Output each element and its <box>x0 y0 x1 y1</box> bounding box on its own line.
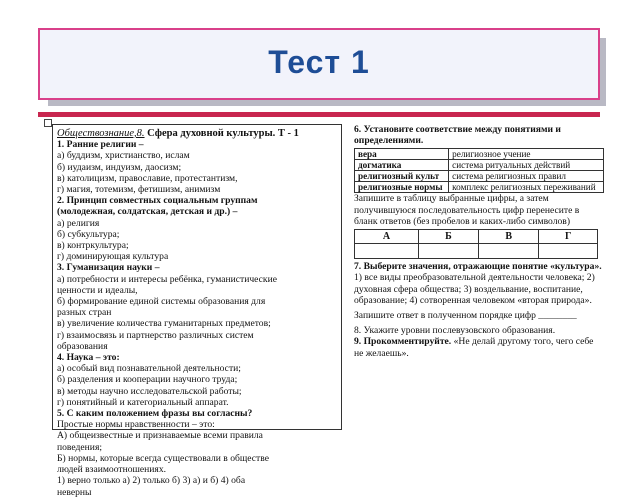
left-header <box>57 128 337 139</box>
title-divider <box>38 112 600 117</box>
match-definition: система ритуальных действий <box>449 160 604 171</box>
question-line: в) увеличение количества гуманитарных предметов; <box>57 318 271 330</box>
answer-header: В <box>479 230 539 244</box>
question-line: г) взаимосвязь и партнерство различных систем <box>57 329 254 341</box>
answer-table <box>354 229 598 259</box>
question-line: г) доминирующая культура <box>57 251 169 263</box>
question-list <box>57 139 337 498</box>
match-row <box>355 171 604 182</box>
question-line: ценности и идеалы, <box>57 284 138 296</box>
question-line: в) методы научно исследовательской работы; <box>57 385 242 397</box>
question-line: 4. Наука – это: <box>57 352 120 364</box>
question-line: б) разделения и кооперации научного труда; <box>57 374 238 386</box>
subject-label: Обществознание,8. <box>57 128 145 139</box>
question-line: Простые нормы нравственности – это: <box>57 419 215 431</box>
answer-cell[interactable] <box>355 244 419 259</box>
answer-header: Б <box>418 230 478 244</box>
match-definition: комплекс религиозных переживаний <box>449 182 604 193</box>
question-line: образования <box>57 340 108 352</box>
question-line: б) иудаизм, индуизм, даосизм; <box>57 161 182 173</box>
title-box <box>38 28 600 100</box>
question-line: а) буддизм, христианство, ислам <box>57 150 190 162</box>
question-line: людей взаимоотношениях. <box>57 464 167 476</box>
question-line: а) потребности и интересы ребёнка, гуманистические <box>57 273 277 285</box>
question-line: неверны <box>57 486 92 498</box>
match-term: вера <box>355 149 449 160</box>
question-line: в) контркультура; <box>57 240 129 252</box>
question-line: а) особый вид познавательной деятельности; <box>57 363 241 375</box>
test-left-column <box>52 124 342 498</box>
question-line: а) религия <box>57 217 100 229</box>
question-7-title: 7. Выберите значения, отражающие понятие «культура». <box>354 261 602 273</box>
question-7-answer: Запишите ответ в полученном порядке цифр ________ <box>354 310 577 322</box>
match-definition: религиозное учение <box>449 149 604 160</box>
match-term: догматика <box>355 160 449 171</box>
question-line: поведения; <box>57 441 103 453</box>
question-line: г) магия, тотемизм, фетишизм, анимизм <box>57 184 221 196</box>
match-definition: система религиозных правил <box>449 171 604 182</box>
question-8: 8. Укажите уровни послевузовского образования. <box>354 325 556 337</box>
match-row <box>355 149 604 160</box>
question-line: б) формирование единой системы образования для <box>57 296 266 308</box>
question-line: в) католицизм, православие, протестантизм, <box>57 172 238 184</box>
question-line: г) понятийный и категориальный аппарат. <box>57 396 229 408</box>
question-9-label: 9. Прокомментируйте. <box>354 336 452 348</box>
question-7-text: 1) все виды преобразовательной деятельности человека; 2) духовная сфера общества; 3) воздельвание, воспитание, образование; 4) сотворенная человеком «вторая природа». <box>354 272 595 306</box>
question-line: разных стран <box>57 307 112 319</box>
slide-title: Тест 1 <box>268 44 370 80</box>
question-line: 2. Принцип совместных социальным группам <box>57 195 258 207</box>
question-line: 5. С каким положением фразы вы согласны? <box>57 408 253 420</box>
question-6-instruction: Запишите в таблицу выбранные цифры, а затем получившуюся последовательность цифр перенесите в бланк ответов (без пробелов и каких-либо символов) <box>354 193 580 227</box>
test-right-column <box>354 124 604 430</box>
question-line: б) субкультура; <box>57 228 120 240</box>
question-line: 1) верно только а) 2) только б) 3) а) и б) 4) оба <box>57 475 246 487</box>
test-topic: Сфера духовной культуры. Т - 1 <box>147 128 299 139</box>
answer-header: Г <box>539 230 598 244</box>
answer-header: А <box>355 230 419 244</box>
checkbox-icon <box>44 119 52 127</box>
match-term: религиозные нормы <box>355 182 449 193</box>
match-row <box>355 182 604 193</box>
question-6-title: 6. Установите соответствие между понятиями и определениями. <box>354 124 561 147</box>
question-line: А) общеизвестные и признаваемые всеми правила <box>57 430 263 442</box>
match-term: религиозный культ <box>355 171 449 182</box>
question-line: 3. Гуманизация науки – <box>57 262 160 274</box>
answer-cell[interactable] <box>539 244 598 259</box>
question-9-text: «Не делай другому того, чего себе не желаешь». <box>354 336 594 359</box>
question-line: (молодежная, солдатская, детская и др.) – <box>57 206 238 218</box>
answer-cell[interactable] <box>479 244 539 259</box>
question-9 <box>354 336 604 358</box>
answer-cell[interactable] <box>418 244 478 259</box>
match-table <box>354 148 604 193</box>
question-line: 1. Ранние религии – <box>57 139 144 151</box>
question-line: Б) нормы, которые всегда существовали в обществе <box>57 452 269 464</box>
match-row <box>355 160 604 171</box>
